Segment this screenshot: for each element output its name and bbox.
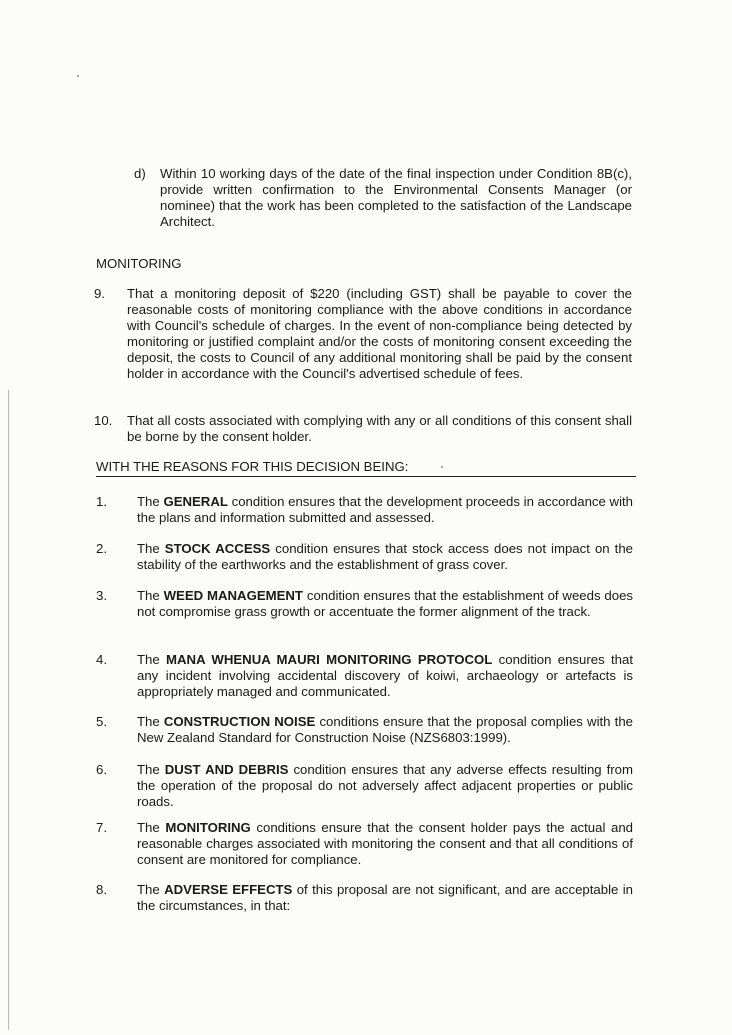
reason-title: DUST AND DEBRIS xyxy=(164,762,289,777)
reason-title: ADVERSE EFFECTS xyxy=(164,882,293,897)
reason-title: GENERAL xyxy=(163,494,228,509)
condition-text: That all costs associated with complying with any or all conditions of this consent shall be borne by the consent holder. xyxy=(127,413,632,444)
condition-text: That a monitoring deposit of $220 (including GST) shall be payable to cover the reasonable costs of monitoring compliance with the above conditions in accordance with Council's schedule of charges. In the event of non-compliance being detected by monitoring or justified complaint and/or the costs of monitoring consent exceeding the deposit, the costs to Council of any additional monitoring shall be paid by the consent holder in accordance with the Council's advertised schedule of fees. xyxy=(127,286,632,381)
reason-title: CONSTRUCTION NOISE xyxy=(163,714,316,729)
condition-number: 9. xyxy=(94,286,105,301)
reason-number: 7. xyxy=(96,820,107,835)
reason-text: The GENERAL condition ensures that the development proceeds in accordance with the plans and information submitted and assessed. xyxy=(137,494,633,525)
reason-title: MONITORING xyxy=(165,820,251,835)
reason-text: The CONSTRUCTION NOISE conditions ensure that the proposal complies with the New Zealand Standard for Construction Noise (NZS6803:1999). xyxy=(137,714,633,745)
item-d-text: Within 10 working days of the date of the final inspection under Condition 8B(c), provide written confirmation to the Environmental Consents Manager (or nominee) that the work has been completed to the satisfaction of the Landscape Architect. xyxy=(160,166,632,229)
scan-speck xyxy=(77,75,79,77)
reason-number: 8. xyxy=(96,882,107,897)
reason-text: The MANA WHENUA MAURI MONITORING PROTOCOL condition ensures that any incident involving accidental discovery of koiwi, archaeology or artefacts is appropriately managed and communicated. xyxy=(137,652,633,699)
reason-text: The MONITORING conditions ensure that the consent holder pays the actual and reasonable charges associated with monitoring the consent and that all conditions of consent are monitored for compliance. xyxy=(137,820,634,867)
reason-title: STOCK ACCESS xyxy=(164,541,271,556)
reason-number: 6. xyxy=(96,762,107,777)
reason-number: 3. xyxy=(96,588,107,603)
item-d-marker: d) xyxy=(134,166,146,181)
reason-number: 4. xyxy=(96,652,107,667)
reason-title: MANA WHENUA MAURI MONITORING PROTOCOL xyxy=(166,652,493,667)
reason-text: The WEED MANAGEMENT condition ensures that the establishment of weeds does not compromise grass growth or accentuate the former alignment of the track. xyxy=(137,588,634,619)
scan-edge-line xyxy=(8,390,9,1030)
reason-number: 1. xyxy=(96,494,107,509)
reason-text: The DUST AND DEBRIS condition ensures that any adverse effects resulting from the operation of the proposal do not adversely affect adjacent properties or public roads. xyxy=(137,762,633,809)
reason-title: WEED MANAGEMENT xyxy=(163,588,303,603)
condition-number: 10. xyxy=(94,413,113,428)
monitoring-heading: MONITORING xyxy=(96,256,182,271)
reason-number: 2. xyxy=(96,541,107,556)
reason-text: The STOCK ACCESS condition ensures that stock access does not impact on the stability of the earthworks and the establishment of grass cover. xyxy=(137,541,633,572)
reasons-heading: WITH THE REASONS FOR THIS DECISION BEING: xyxy=(96,459,636,477)
reason-text: The ADVERSE EFFECTS of this proposal are not significant, and are acceptable in the circumstances, in that: xyxy=(137,882,634,913)
reason-number: 5. xyxy=(96,714,107,729)
